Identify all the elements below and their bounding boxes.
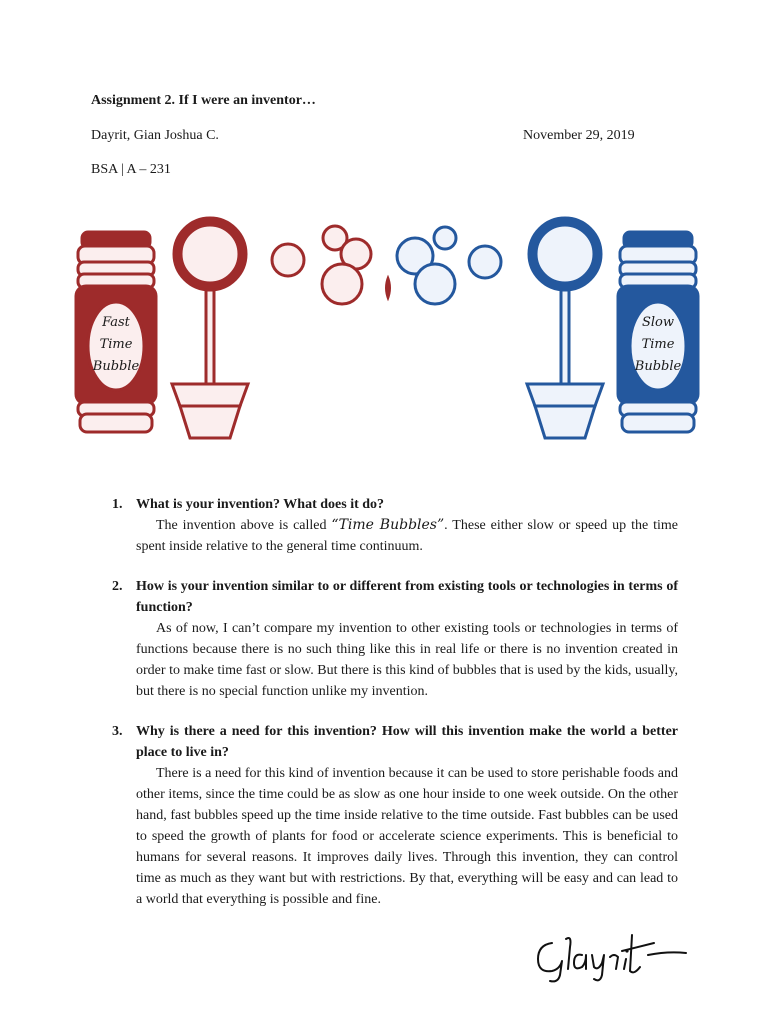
answer-3: There is a need for this kind of invention because it can be used to store perishable foods and other items, since the time could be as slow as one hour inside to one week outside. On the other hand, fast bubbles speed up the time inside relative to the time outside. Fast bubbles can be used to speed the growth of plants for food or accelerate science experiments. This is beneficial to humans for several reasons. It improves daily lives. Through this invention, they can control time as much as they want but with restrictions. By that, everything will be easy and can lead to a world that everything is possible and fine. bbox=[136, 766, 678, 907]
question-1 bbox=[112, 494, 678, 515]
left-label-line2: Time bbox=[99, 337, 133, 352]
left-label-line1: Fast bbox=[102, 315, 130, 330]
date: November 29, 2019 bbox=[523, 128, 635, 143]
answer-text: The invention above is called bbox=[156, 518, 332, 533]
right-label-line2: Time bbox=[641, 337, 675, 352]
slow-time-bubble-jar bbox=[618, 232, 698, 432]
section: BSA | A – 231 bbox=[91, 162, 171, 177]
student-name: Dayrit, Gian Joshua C. bbox=[91, 128, 219, 143]
question-3 bbox=[112, 721, 678, 763]
signature bbox=[530, 925, 690, 985]
assignment-title: Assignment 2. If I were an inventor… bbox=[91, 93, 316, 108]
question-text: What is your invention? What does it do? bbox=[136, 497, 385, 512]
floating-bubbles bbox=[272, 226, 501, 304]
question-number: 1. bbox=[112, 497, 123, 512]
right-label-line3: Bubble bbox=[634, 359, 682, 374]
left-label-line3: Bubble bbox=[92, 359, 140, 374]
blue-bubble-wand bbox=[527, 218, 603, 438]
answer-text: . These either slow or speed up the time spent inside relative to the general time continuum. bbox=[136, 518, 678, 554]
time-bubbles-illustration bbox=[60, 212, 710, 448]
invention-name: “Time Bubbles” bbox=[331, 517, 445, 533]
question-block-3 bbox=[112, 721, 678, 910]
question-text: How is your invention similar to or different from existing tools or technologies in terms of function? bbox=[136, 579, 678, 615]
answer-1 bbox=[136, 515, 678, 557]
question-number: 3. bbox=[112, 724, 123, 739]
right-label-line1: Slow bbox=[641, 315, 675, 330]
question-block-2 bbox=[112, 576, 678, 702]
question-block-1 bbox=[112, 494, 678, 557]
fast-time-bubble-jar bbox=[76, 232, 156, 432]
question-2 bbox=[112, 576, 678, 618]
question-number: 2. bbox=[112, 579, 123, 594]
question-text: Why is there a need for this invention? How will this invention make the world a better place to live in? bbox=[136, 724, 678, 760]
answer-2: As of now, I can’t compare my invention to other existing tools or technologies in terms of functions because there is no such thing like this in real life or there is no invention created in order to make time fast or slow. But there is this kind of bubbles that is used by the kids, usually, but there is no special function unlike my invention. bbox=[136, 621, 678, 699]
red-bubble-wand bbox=[172, 218, 248, 438]
